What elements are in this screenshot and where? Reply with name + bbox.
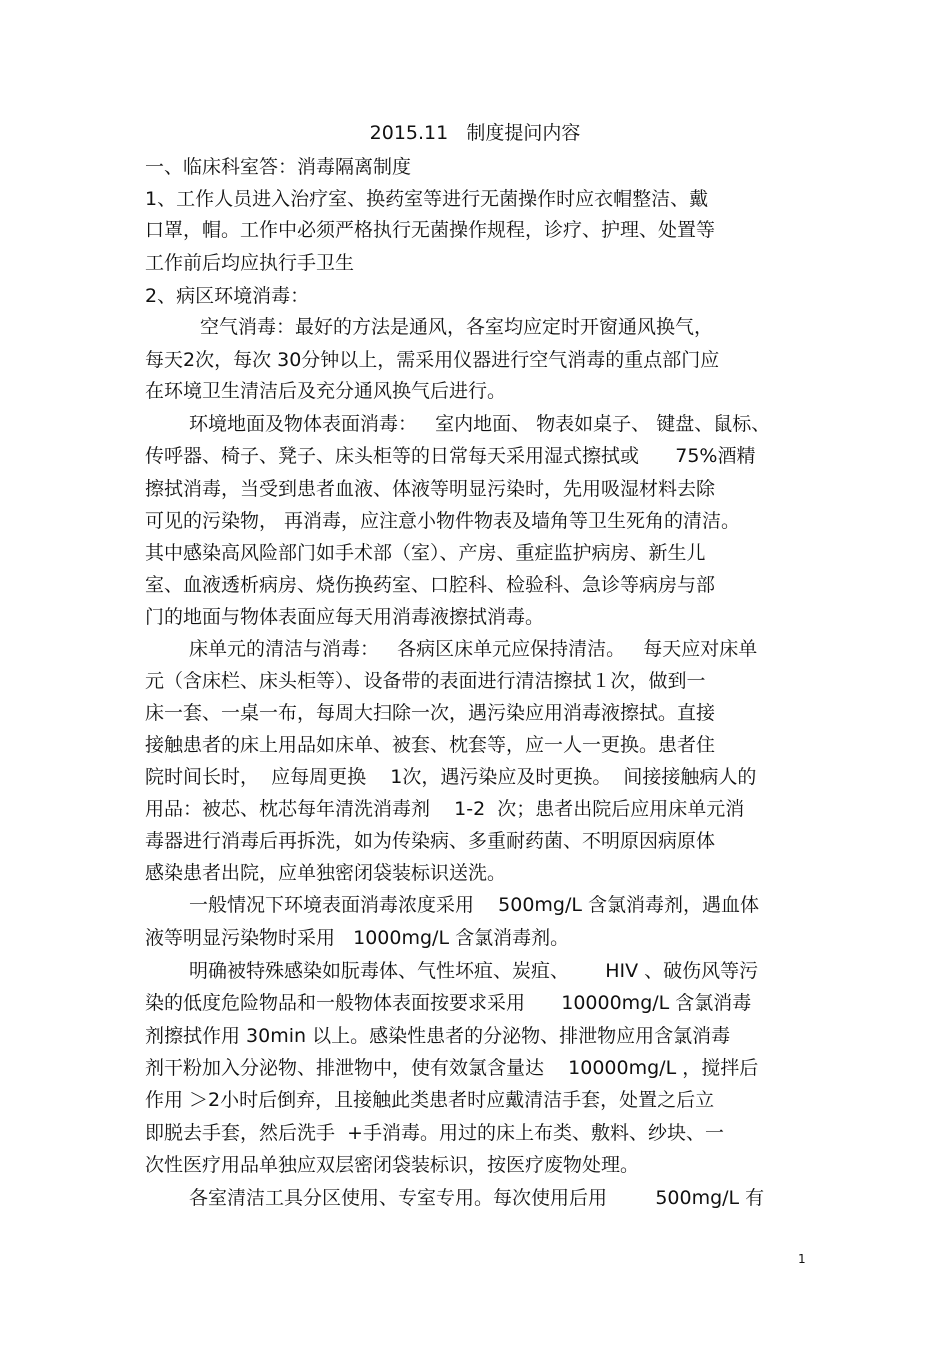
text-line: 工作前后均应执行手卫生 [145,252,355,274]
text-line: 次性医疗用品单独应双层密闭袋装标识，按医疗废物处理。 [145,1154,640,1176]
text-line: 各室清洁工具分区使用、专室专用。每次使用后用 500mg/L 有 [189,1187,765,1209]
document-title: 2015.11 制度提问内容 [369,122,581,144]
text-line: 空气消毒：最好的方法是通风，各室均应定时开窗通风换气， [200,316,714,338]
text-line: 擦拭消毒，当受到患者血液、体液等明显污染时，先用吸湿材料去除 [145,478,716,500]
text-line: 床单元的清洁与消毒： 各病区床单元应保持清洁。 每天应对床单 [189,638,758,660]
text-line: 每天2次，每次 30分钟以上，需采用仪器进行空气消毒的重点部门应 [145,349,720,371]
text-line: 感染患者出院，应单独密闭袋装标识送洗。 [145,862,507,884]
text-line: 即脱去手套，然后洗手 +手消毒。用过的床上布类、敷料、纱块、一 [145,1122,725,1144]
text-line: 可见的污染物， 再消毒，应注意小物件物表及墙角等卫生死角的清洁。 [145,510,741,532]
subsection-heading: 2、病区环境消毒： [145,285,310,307]
text-line: 剂擦拭作用 30min 以上。感染性患者的分泌物、排泄物应用含氯消毒 [145,1025,731,1047]
text-line: 1、工作人员进入治疗室、换药室等进行无菌操作时应衣帽整洁、戴 [145,188,709,210]
text-line: 门的地面与物体表面应每天用消毒液擦拭消毒。 [145,606,545,628]
text-line: 口罩，帽。工作中必须严格执行无菌操作规程，诊疗、护理、处置等 [145,219,716,241]
text-line: 一般情况下环境表面消毒浓度采用 500mg/L 含氯消毒剂，遇血体 [189,894,760,916]
text-line: 在环境卫生清洁后及充分通风换气后进行。 [145,380,507,402]
text-line: 院时间长时， 应每周更换 1次，遇污染应及时更换。 间接接触病人的 [145,766,757,788]
text-line: 作用 ＞2小时后倒弃，且接触此类患者时应戴清洁手套，处置之后立 [145,1089,715,1111]
text-line: 床一套、一桌一布，每周大扫除一次，遇污染应用消毒液擦拭。直接 [145,702,716,724]
text-line: 环境地面及物体表面消毒： 室内地面、 物表如桌子、 键盘、鼠标、 [189,413,771,435]
text-line: 剂干粉加入分泌物、排泄物中，使有效氯含量达 10000mg/L ，搅拌后 [145,1057,759,1079]
text-line: 明确被特殊感染如朊毒体、气性坏疽、炭疽、 HIV 、破伤风等污 [189,960,759,982]
text-line: 传呼器、椅子、凳子、床头柜等的日常每天采用湿式擦拭或 75%酒精 [145,445,756,467]
text-line: 室、血液透析病房、烧伤换药室、口腔科、检验科、急诊等病房与部 [145,574,716,596]
text-line: 液等明显污染物时采用 1000mg/L 含氯消毒剂。 [145,927,570,949]
text-line: 毒器进行消毒后再拆洗，如为传染病、多重耐药菌、不明原因病原体 [145,830,716,852]
page-number: 1 [798,1252,806,1266]
section-heading: 一、临床科室答：消毒隔离制度 [145,156,412,178]
text-line: 染的低度危险物品和一般物体表面按要求采用 10000mg/L 含氯消毒 [145,992,752,1014]
text-line: 其中感染高风险部门如手术部（室）、产房、重症监护病房、新生儿 [145,542,706,564]
text-line: 用品：被芯、枕芯每年清洗消毒剂 1-2 次；患者出院后应用床单元消 [145,798,745,820]
text-line: 元（含床栏、床头柜等）、设备带的表面进行清洁擦拭１次，做到一 [145,670,706,692]
text-line: 接触患者的床上用品如床单、被套、枕套等，应一人一更换。患者住 [145,734,716,756]
